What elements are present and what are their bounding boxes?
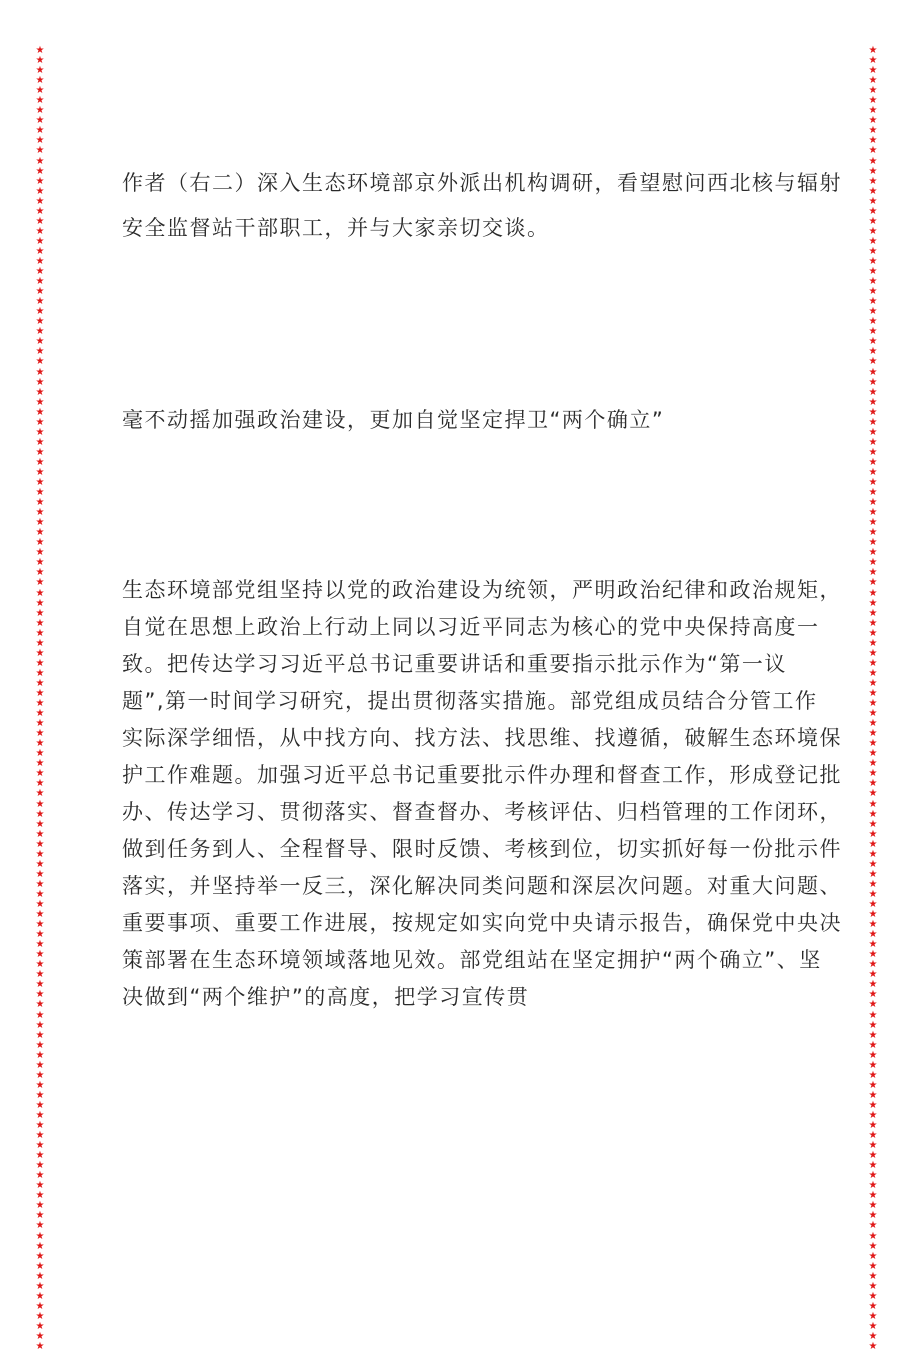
left-star-border: ★★★★★★★★★★★★★★★★★★★★★★★★★★★★★★★★★★★★★★★★★★★★★★★★★★★★★★★★★★★★★★★★★★★★★★★★★★★★★★★★★★★★★★★★★★★★★★★★★★★★★★★★★★★★★★★★★★★★★★★★★★★★★★★★★★ [35, 45, 45, 1352]
caption-line-2: 安全监督站干部职工，并与大家亲切交谈。 [122, 216, 550, 240]
right-star-border: ★★★★★★★★★★★★★★★★★★★★★★★★★★★★★★★★★★★★★★★★★★★★★★★★★★★★★★★★★★★★★★★★★★★★★★★★★★★★★★★★★★★★★★★★★★★★★★★★★★★★★★★★★★★★★★★★★★★★★★★★★★★★★★★★★★ [868, 45, 878, 1352]
heading-text: 毫不动摇加强政治建设，更加自觉坚定捍卫“两个确立” [122, 408, 665, 432]
body-line: 自觉在思想上政治上行动上同以习近平同志为核心的党中央保持高度一 [122, 615, 820, 639]
body-line: 做到任务到人、全程督导、限时反馈、考核到位，切实抓好每一份批示件 [122, 837, 842, 861]
body-line: 办、传达学习、贯彻落实、督查督办、考核评估、归档管理的工作闭环， [122, 800, 842, 824]
body-line: 策部署在生态环境领域落地见效。部党组站在坚定拥护“两个确立”、坚 [122, 948, 822, 972]
body-line: 重要事项、重要工作进展，按规定如实向党中央请示报告，确保党中央决 [122, 911, 842, 935]
body-line: 致。把传达学习习近平总书记重要讲话和重要指示批示作为“第一议 [122, 652, 787, 676]
body-line: 生态环境部党组坚持以党的政治建设为统领，严明政治纪律和政治规矩， [122, 578, 842, 602]
photo-caption [122, 161, 842, 251]
section-heading [122, 402, 812, 439]
body-line: 题”,第一时间学习研究，提出贯彻落实措施。部党组成员结合分管工作 [122, 689, 818, 713]
body-line: 决做到“两个维护”的高度，把学习宣传贯 [122, 985, 530, 1009]
body-line: 护工作难题。加强习近平总书记重要批示件办理和督查工作，形成登记批 [122, 763, 842, 787]
body-line: 落实，并坚持举一反三，深化解决同类问题和深层次问题。对重大问题、 [122, 874, 842, 898]
body-line: 实际深学细悟，从中找方向、找方法、找思维、找遵循，破解生态环境保 [122, 726, 842, 750]
caption-line-1: 作者（右二）深入生态环境部京外派出机构调研，看望慰问西北核与辐射 [122, 171, 842, 195]
body-paragraph [122, 572, 842, 1016]
